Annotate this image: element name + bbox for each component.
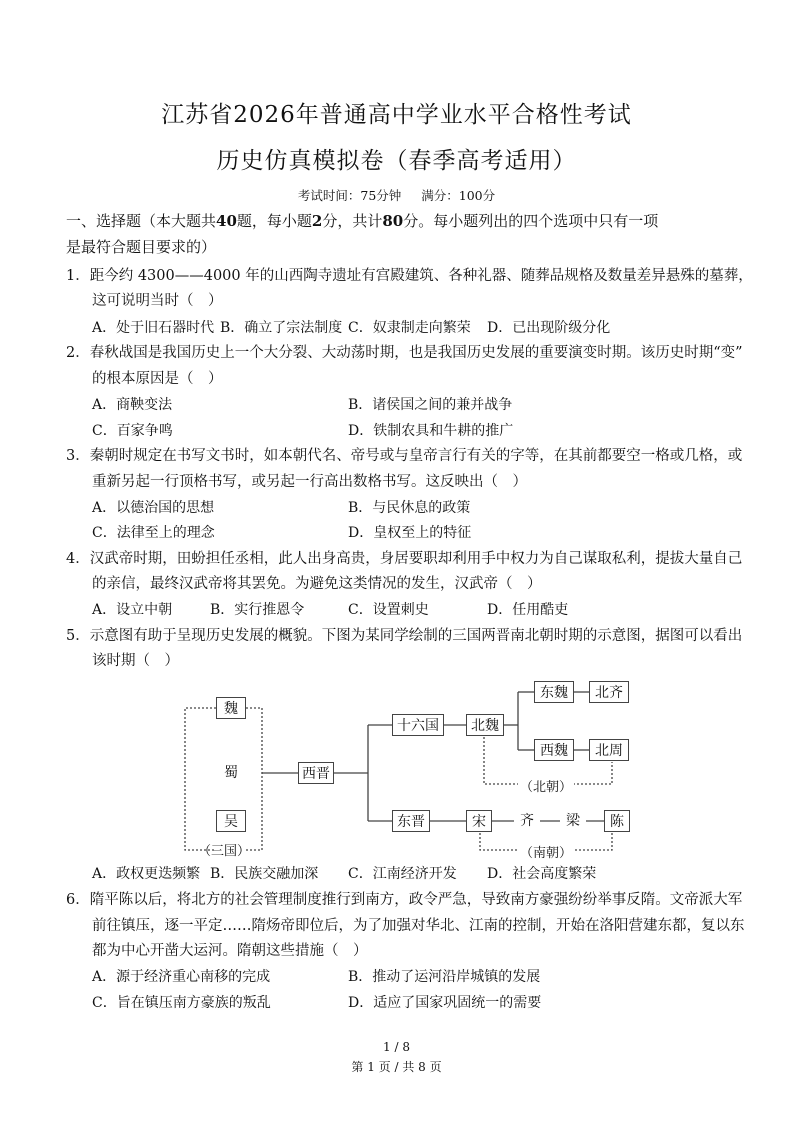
q1-option-b: B．确立了宗法制度 <box>220 320 343 336</box>
q6-option-d: D．适应了国家巩固统一的需要 <box>348 995 542 1011</box>
box-shu: 蜀 <box>216 762 246 784</box>
q5-option-c: C．江南经济开发 <box>348 866 457 882</box>
label-beichao: （北朝） <box>518 776 574 795</box>
label-nanchao: （南朝） <box>518 842 574 861</box>
box-chen: 陈 <box>604 810 630 832</box>
question-6-text: 6．隋平陈以后，将北方的社会管理制度推行到南方，政令严急，导致南方豪强纷纷举事反隋。文帝派大军 <box>66 892 743 908</box>
q4-option-d: D．任用酷吏 <box>487 602 569 618</box>
question-4-text: 4．汉武帝时期，田蚡担任丞相，此人出身高贵，身居要职却利用手中权力为自己谋取私利，提拔大量自己 <box>66 551 743 567</box>
q2-option-b: B．诸侯国之间的兼并战争 <box>348 397 513 413</box>
question-5-text-2: 该时期（ ） <box>92 653 179 669</box>
q1-option-d: D．已出现阶级分化 <box>487 320 611 336</box>
exam-score: 满分：100分 <box>421 188 496 203</box>
question-6-text-3: 都为中心开凿大运河。隋朝这些措施（ ） <box>92 943 368 959</box>
q3-option-c: C．法律至上的理念 <box>92 525 215 541</box>
question-3-text-2: 重新另起一行顶格书写，或另起一行高出数格书写。这反映出（ ） <box>92 474 527 490</box>
question-2-text: 2．春秋战国是我国历史上一个大分裂、大动荡时期，也是我国历史发展的重要演变时期。该历史时期“变” <box>66 345 743 361</box>
q2-option-d: D．铁制农具和牛耕的推广 <box>348 423 514 439</box>
q2-option-a: A．商鞅变法 <box>92 397 173 413</box>
q1-option-a: A．处于旧石器时代 <box>92 320 215 336</box>
label-sanguo: （三国） <box>198 844 251 859</box>
exam-time: 考试时间：75分钟 <box>297 188 402 203</box>
question-1-text-2: 这可说明当时（ ） <box>92 293 223 309</box>
q5-option-b: B．民族交融加深 <box>210 866 319 882</box>
box-xiwei: 西魏 <box>534 739 574 761</box>
box-shiliuguo: 十六国 <box>392 714 444 736</box>
exam-info <box>0 186 793 204</box>
box-liang: 梁 <box>560 810 586 832</box>
box-xijin: 西晋 <box>298 762 334 784</box>
question-3-text: 3．秦朝时规定在书写文书时，如本朝代名、帝号或与皇帝言行有关的字等，在其前都要空一格或几格，或 <box>66 448 743 464</box>
q6-option-b: B．推动了运河沿岸城镇的发展 <box>348 969 541 985</box>
dynasty-diagram <box>180 680 650 865</box>
q5-option-d: D．社会高度繁荣 <box>487 866 597 882</box>
page-number: 1 / 8 <box>383 1040 410 1054</box>
q2-option-c: C．百家争鸣 <box>92 423 173 439</box>
q6-option-c: C．旨在镇压南方豪族的叛乱 <box>92 995 271 1011</box>
section-heading: 一、选择题（本大题共40题，每小题2分，共计80分。每小题列出的四个选项中只有一项 <box>66 212 659 230</box>
q3-option-b: B．与民休息的政策 <box>348 500 471 516</box>
q1-option-c: C．奴隶制走向繁荣 <box>348 320 471 336</box>
page-number-cn: 第 1 页 / 共 8 页 <box>351 1060 442 1074</box>
box-beiwei: 北魏 <box>466 714 504 736</box>
box-qi: 齐 <box>514 810 540 832</box>
box-dongwei: 东魏 <box>534 681 574 703</box>
q3-option-d: D．皇权至上的特征 <box>348 525 472 541</box>
question-5-text: 5．示意图有助于呈现历史发展的概貌。下图为某同学绘制的三国两晋南北朝时期的示意图，据图可以看出 <box>66 628 743 644</box>
exam-title: 江苏省2026年普通高中学业水平合格性考试 <box>161 102 632 128</box>
box-wei: 魏 <box>216 697 246 719</box>
box-beizhou: 北周 <box>589 739 629 761</box>
question-4-text-2: 的亲信，最终汉武帝将其罢免。为避免这类情况的发生，汉武帝（ ） <box>92 576 542 592</box>
section-heading-line2: 是最符合题目要求的） <box>66 238 217 256</box>
box-dongjin: 东晋 <box>392 810 430 832</box>
box-wu: 吴 <box>216 810 246 832</box>
question-2-text-2: 的根本原因是（ ） <box>92 371 223 387</box>
box-song: 宋 <box>466 810 492 832</box>
q4-option-c: C．设置刺史 <box>348 602 429 618</box>
q4-option-a: A．设立中朝 <box>92 602 173 618</box>
q6-option-a: A．源于经济重心南移的完成 <box>92 969 271 985</box>
question-6-text-2: 前往镇压，逐一平定……隋炀帝即位后，为了加强对华北、江南的控制，开始在洛阳营建东都，复以东 <box>92 918 745 934</box>
exam-subtitle: 历史仿真模拟卷（春季高考适用） <box>216 148 577 174</box>
diagram-connectors <box>180 680 650 865</box>
q5-option-a: A．政权更迭频繁 <box>92 866 201 882</box>
q4-option-b: B．实行推恩令 <box>210 602 305 618</box>
question-1-text: 1．距今约 4300——4000 年的山西陶寺遗址有宫殿建筑、各种礼器、随葬品规格及数量差异悬殊的墓葬， <box>66 268 753 284</box>
q3-option-a: A．以德治国的思想 <box>92 500 215 516</box>
box-beiqi: 北齐 <box>589 681 629 703</box>
